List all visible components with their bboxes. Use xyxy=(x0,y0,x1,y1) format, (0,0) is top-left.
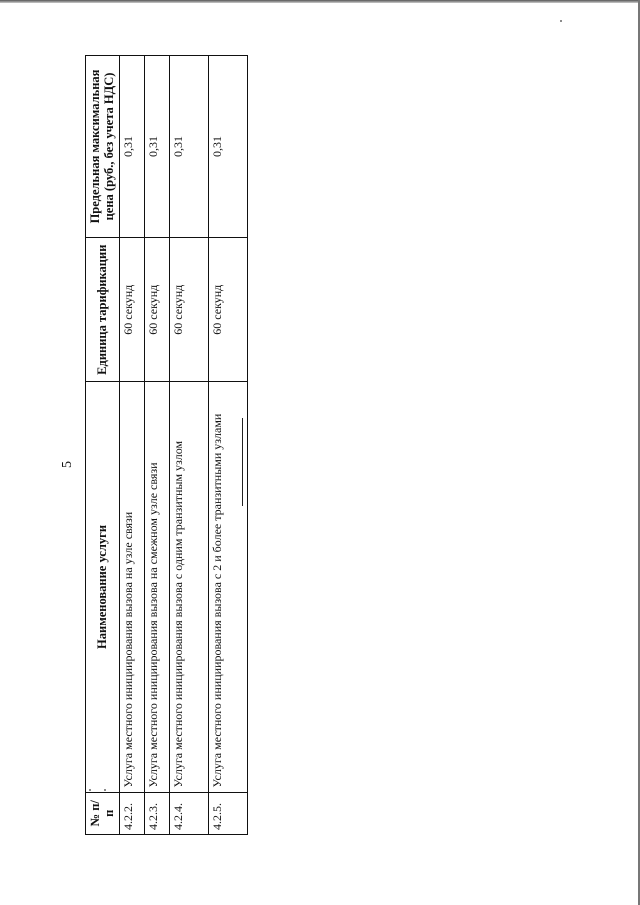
row-service-name: Услуга местного инициирования вызова с одним транзитным узлом xyxy=(169,382,208,792)
table-row xyxy=(208,56,247,835)
row-billing-unit: 60 секунд xyxy=(119,237,144,381)
header-service-name: Наименование услуги xyxy=(86,382,120,792)
row-price: 0,31 xyxy=(144,56,169,238)
header-billing-unit: Единица тарификации xyxy=(86,237,120,381)
page-number: 5 xyxy=(60,461,75,468)
scan-border-top xyxy=(0,0,640,3)
row-number: 4.2.4. xyxy=(169,792,208,834)
header-number: № п/п xyxy=(86,792,120,834)
header-max-price: Предельная максимальная цена (руб., без учета НДС) xyxy=(86,56,120,238)
row-number: 4.2.3. xyxy=(144,792,169,834)
row-billing-unit: 60 секунд xyxy=(169,237,208,381)
row-service-name: Услуга местного инициирования вызова на узле связи xyxy=(119,382,144,792)
row-service-name: Услуга местного инициирования вызова на смежном узле связи xyxy=(144,382,169,792)
row-number: 4.2.5. xyxy=(208,792,247,834)
row-service-name: Услуга местного инициирования вызова с 2 и более транзитными узлами xyxy=(208,382,247,792)
row-price: 0,31 xyxy=(208,56,247,238)
row-price: 0,31 xyxy=(169,56,208,238)
table-row xyxy=(169,56,208,835)
table-row xyxy=(119,56,144,835)
tariff-table xyxy=(85,55,248,835)
row-billing-unit: 60 секунд xyxy=(144,237,169,381)
row-price: 0,31 xyxy=(119,56,144,238)
scan-speck xyxy=(560,20,562,22)
table-header-row xyxy=(86,56,120,835)
table-row xyxy=(144,56,169,835)
row-billing-unit: 60 секунд xyxy=(208,237,247,381)
row-number: 4.2.2. xyxy=(119,792,144,834)
tariff-table-container xyxy=(85,55,248,835)
